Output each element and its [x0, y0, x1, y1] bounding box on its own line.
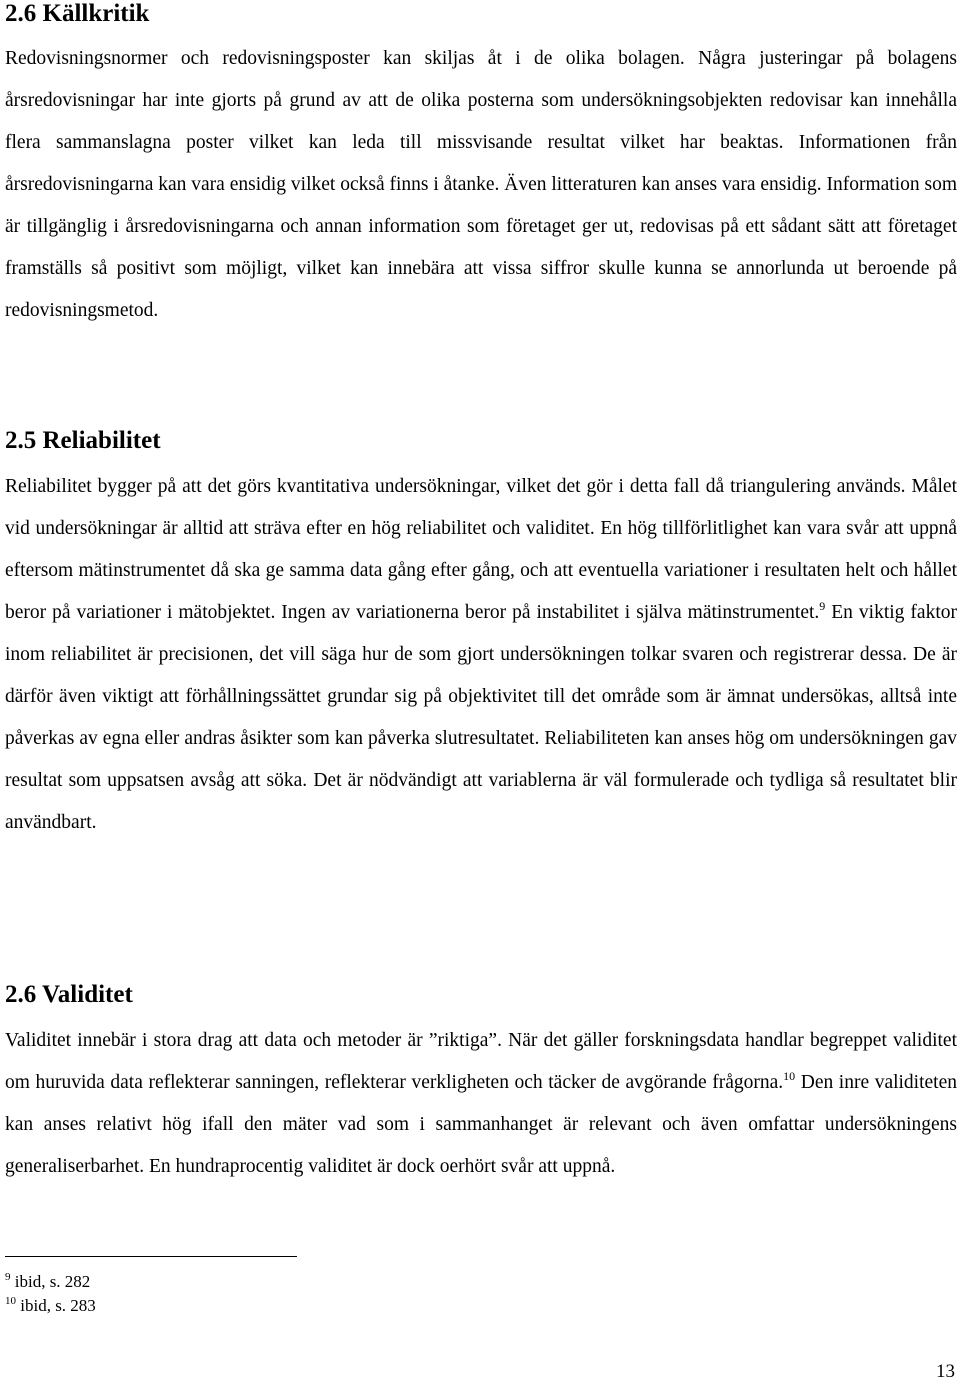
- footnote-number: 10: [5, 1295, 16, 1307]
- section-paragraph-reliabilitet: [5, 466, 957, 844]
- paragraph-text: Reliabilitet bygger på att det görs kvantitativa undersökningar, vilket det gör i detta fall då triangulering används. Målet vid undersökningar är alltid att sträva efter en hög reliabilitet och validitet. En hög tillförlitlighet kan vara svår att uppnå eftersom mätinstrumentet då ska ge samma data gång efter gång, och att eventuella variationer i resultaten helt och hållet beror på variationer i mätobjektet. Ingen av variationerna beror på instabilitet i själva mätinstrumentet.: [5, 476, 957, 623]
- footnote-text: ibid, s. 283: [16, 1296, 96, 1315]
- footnote-separator: [5, 1256, 297, 1257]
- section-heading-validitet: 2.6 Validitet: [5, 981, 133, 1008]
- footnote-item: [5, 1294, 96, 1318]
- footnote-number: 9: [5, 1271, 11, 1283]
- section-paragraph-validitet: [5, 1020, 957, 1188]
- paragraph-text: Den inre validiteten kan anses relativt hög ifall den mäter vad som i sammanhanget är relevant och även omfattar undersökningens generaliserbarhet. En hundraprocentig validitet är dock oerhört svår att uppnå.: [5, 1072, 957, 1177]
- section-heading-reliabilitet: 2.5 Reliabilitet: [5, 427, 161, 454]
- footnote-text: ibid, s. 282: [10, 1272, 91, 1291]
- section-heading-kallkritik: 2.6 Källkritik: [5, 0, 150, 27]
- footnote-reference[interactable]: 9: [819, 599, 826, 613]
- footnote-reference[interactable]: 10: [783, 1069, 796, 1083]
- footnotes: [5, 1270, 96, 1318]
- section-paragraph-kallkritik: Redovisningsnormer och redovisningsposter kan skiljas åt i de olika bolagen. Några justeringar på bolagens årsredovisningar har inte gjorts på grund av att de olika posterna som undersökningsobjekten redovisar kan innehålla flera sammanslagna poster vilket kan leda till missvisande resultat vilket har beaktas. Informationen från årsredovisningarna kan vara ensidig vilket också finns i åtanke. Även litteraturen kan anses vara ensidig. Information som är tillgänglig i årsredovisningarna och annan information som företaget ger ut, redovisas på ett sådant sätt att företaget framställs så positivt som möjligt, vilket kan innebära att vissa siffror skulle kunna se annorlunda ut beroende på redovisningsmetod.: [5, 48, 957, 321]
- footnote-item: [5, 1270, 96, 1294]
- paragraph-text: Validitet innebär i stora drag att data och metoder är ”riktiga”. När det gäller forskningsdata handlar begreppet validitet om huruvida data reflekterar sanningen, reflekterar verkligheten och täcker de avgörande frågorna.: [5, 1030, 957, 1093]
- page-number: 13: [936, 1361, 955, 1382]
- paragraph-text: En viktig faktor inom reliabilitet är precisionen, det vill säga hur de som gjort undersökningen tolkar svaren och registrerar dessa. De är därför även viktigt att förhållningssättet grundar sig på objektivitet till det område som är ämnat undersökas, alltså inte påverkas av egna eller andras åsikter som kan påverka slutresultatet. Reliabiliteten kan anses hög om undersökningen gav resultat som uppsatsen avsåg att söka. Det är nödvändigt att variablerna är väl formulerade och tydliga så resultatet blir användbart.: [5, 602, 957, 833]
